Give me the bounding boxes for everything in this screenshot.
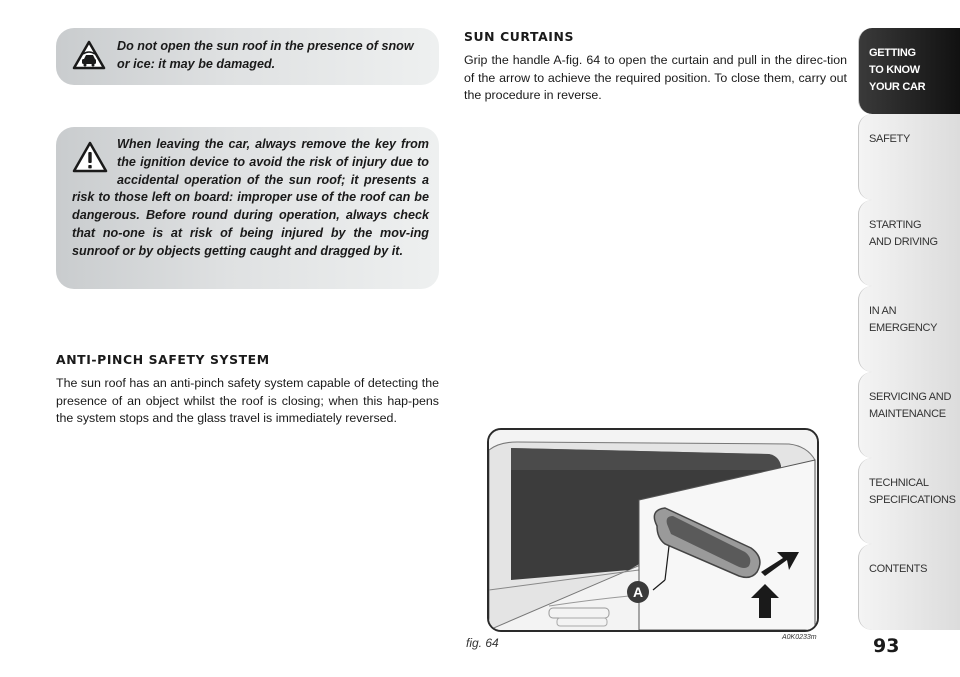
- tab-in-an-emergency[interactable]: IN AN EMERGENCY: [858, 286, 960, 372]
- tab-safety[interactable]: SAFETY: [858, 114, 960, 200]
- page-number: 93: [873, 635, 900, 657]
- callout-a-badge: [627, 581, 649, 603]
- anti-pinch-text: The sun roof has an anti-pinch safety system capable of detecting the presence of an object whilst the roof is closing; when this hap-pens the system stops and the glass travel is immediately reversed.: [56, 376, 439, 425]
- sun-curtains-text: Grip the handle A-fig. 64 to open the curtain and pull in the direc-tion of the arrow to achieve the required position. To close them, carry out the procedure in reverse.: [464, 53, 847, 102]
- note-text: Do not open the sun roof in the presence of snow or ice: it may be damaged.: [117, 39, 414, 71]
- figure-code: A0K0233m: [782, 634, 817, 641]
- snow-car-warning-icon: [72, 40, 106, 75]
- note-text: When leaving the car, always remove the key from the ignition device to avoid the risk of injury due to accidental operation of the sun roof; it presents a risk to those left on board: improper use of the roof can be dangerous. Before round during operation, always check that no-one is at risk of being injured by the mov-ing sunroof or by objects getting caught and dragged by it.: [72, 137, 429, 258]
- snow-warning-note: [56, 28, 439, 85]
- tab-starting-and-driving[interactable]: STARTING AND DRIVING: [858, 200, 960, 286]
- sun-curtain-drawing: [489, 430, 817, 630]
- figure-64-illustration: [487, 428, 819, 632]
- tab-getting-to-know-your-car[interactable]: GETTING TO KNOW YOUR CAR: [858, 28, 960, 114]
- tab-contents[interactable]: CONTENTS: [858, 544, 960, 630]
- key-warning-note: [56, 127, 439, 289]
- section-heading-anti-pinch: ANTI-PINCH SAFETY SYSTEM: [56, 352, 270, 367]
- tab-servicing-and-maintenance[interactable]: SERVICING AND MAINTENANCE: [858, 372, 960, 458]
- callout-a-label: A: [632, 584, 644, 600]
- section-heading-sun-curtains: SUN CURTAINS: [464, 29, 574, 44]
- figure-caption: fig. 64: [466, 636, 499, 650]
- tab-technical-specifications[interactable]: TECHNICAL SPECIFICATIONS: [858, 458, 960, 544]
